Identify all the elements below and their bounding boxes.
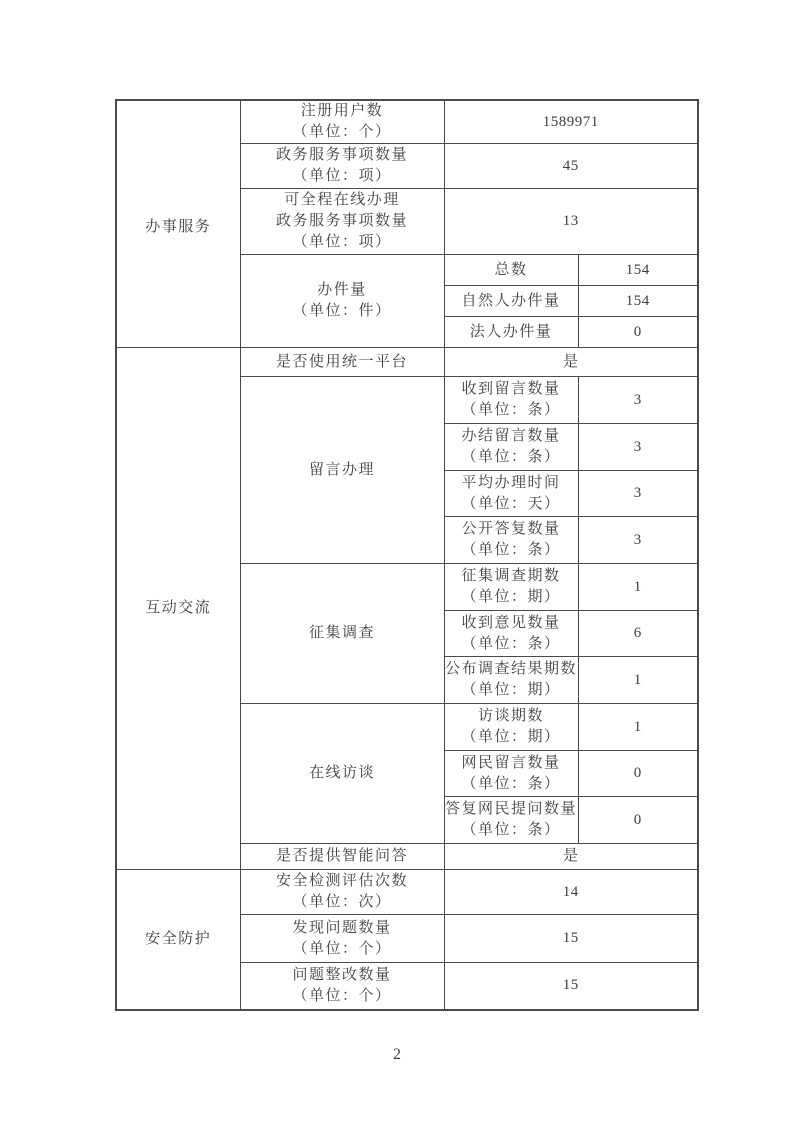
value-text: 是 [562,353,579,370]
item-label-line: 可全程在线办理 [284,192,400,208]
subitem-cell [444,564,578,611]
subitem-label-line: 答复网民提问数量 [444,801,577,817]
subitem-unit-line: （单位：条） [461,449,561,465]
value-text: 1 [633,671,642,688]
item-cell [240,963,444,1010]
item-label-line: 安全检测评估次数 [275,873,408,889]
value-cell [444,915,698,963]
subitem-cell [444,704,578,751]
category-label: 互动交流 [145,600,212,616]
subitem-cell [444,424,578,471]
table-row [116,870,698,915]
value-cell [444,963,698,1010]
subitem-cell [444,611,578,657]
item-unit-line: （单位：项） [292,234,392,250]
page-number: 2 [393,1046,401,1063]
value-text: 154 [625,292,650,309]
subitem-unit-line: （单位：条） [461,542,561,558]
item-label-line: 政务服务事项数量 [275,147,408,163]
value-text: 15 [562,930,579,946]
item-unit-line: （单位：个） [292,987,392,1004]
value-cell [578,797,698,844]
item-cell [240,844,444,870]
subitem-unit-line: （单位：天） [461,495,561,512]
subitem-unit-line: （单位：条） [461,402,561,418]
value-text: 1 [633,578,642,595]
value-cell [578,255,698,286]
subitem-unit-line: （单位：期） [461,729,561,745]
subitem-label-line: 收到意见数量 [461,614,561,631]
value-text: 14 [562,883,579,900]
item-label-line: 发现问题数量 [292,919,392,936]
subitem-cell [444,286,578,317]
value-cell [578,424,698,471]
value-text: 154 [625,261,650,278]
value-text: 1 [633,718,642,735]
subitem-unit-line: （单位：条） [461,775,561,792]
subitem-cell [444,471,578,517]
subitem-label-line: 网民留言数量 [461,754,561,771]
value-text: 0 [633,323,642,340]
value-text: 1589971 [542,113,599,130]
item-label-line: 是否使用统一平台 [275,353,408,370]
item-label-line: 问题整改数量 [292,966,392,983]
value-cell [578,611,698,657]
value-cell [444,189,698,255]
subitem-label-line: 公布调查结果期数 [444,661,577,677]
value-cell [444,100,698,144]
subitem-label-line: 自然人办件量 [461,292,561,309]
subitem-unit-line: （单位：条） [461,635,561,652]
value-text: 0 [633,811,642,828]
value-cell [578,471,698,517]
subitem-cell [444,751,578,797]
value-text: 45 [562,157,579,174]
value-text: 15 [562,977,579,994]
subitem-unit-line: （单位：期） [461,589,561,605]
subitem-unit-line: （单位：条） [461,822,561,838]
subitem-label-line: 平均办理时间 [461,474,561,491]
value-cell [578,286,698,317]
item-cell [240,704,444,844]
item-cell [240,348,444,377]
subitem-label-line: 法人办件量 [469,323,553,340]
category-label: 办事服务 [145,219,212,235]
subitem-label-line: 收到留言数量 [461,381,561,397]
item-unit-line: （单位：项） [292,168,392,184]
value-cell [578,657,698,704]
value-text: 6 [633,625,642,641]
item-cell [240,255,444,348]
item-label-line: 留言办理 [308,461,375,478]
value-cell [578,517,698,564]
value-text: 3 [633,438,642,455]
value-text: 0 [633,765,642,781]
item-unit-line: （单位：个） [292,940,392,957]
item-label-line: 征集调查 [308,625,375,641]
category-cell [116,348,240,870]
subitem-cell [444,255,578,286]
table-row [116,348,698,377]
item-label-line: 政务服务事项数量 [275,213,408,229]
subitem-label-line: 访谈期数 [477,708,544,724]
value-cell [444,870,698,915]
statistics-table [115,99,699,1011]
subitem-cell [444,377,578,424]
item-cell [240,189,444,255]
item-label-line: 是否提供智能问答 [275,848,408,864]
value-text: 3 [633,391,642,408]
item-cell [240,144,444,189]
category-cell [116,870,240,1010]
value-text: 13 [562,213,579,229]
subitem-label-line: 总数 [494,261,528,278]
value-text: 3 [633,531,642,548]
subitem-label-line: 公开答复数量 [461,521,561,537]
value-cell [578,751,698,797]
item-unit-line: （单位：个） [292,124,392,140]
item-cell [240,377,444,564]
item-unit-line: （单位：次） [292,894,392,910]
value-text: 3 [633,485,642,501]
value-cell [444,348,698,377]
item-unit-line: （单位：件） [292,303,392,319]
value-cell [578,564,698,611]
subitem-label-line: 办结留言数量 [461,428,561,444]
value-cell [444,144,698,189]
item-cell [240,564,444,704]
subitem-cell [444,517,578,564]
item-label-line: 办件量 [317,282,367,298]
item-label-line: 在线访谈 [308,765,375,781]
subitem-cell [444,317,578,348]
value-cell [444,844,698,870]
value-cell [578,704,698,751]
subitem-cell [444,797,578,844]
value-text: 是 [562,848,579,864]
subitem-label-line: 征集调查期数 [461,568,561,584]
category-label: 安全防护 [145,930,212,947]
table-row [116,100,698,144]
item-cell [240,100,444,144]
item-cell [240,915,444,963]
value-cell [578,317,698,348]
subitem-cell [444,657,578,704]
value-cell [578,377,698,424]
subitem-unit-line: （单位：期） [461,682,561,698]
item-label-line: 注册用户数 [300,103,384,119]
category-cell [116,100,240,348]
item-cell [240,870,444,915]
